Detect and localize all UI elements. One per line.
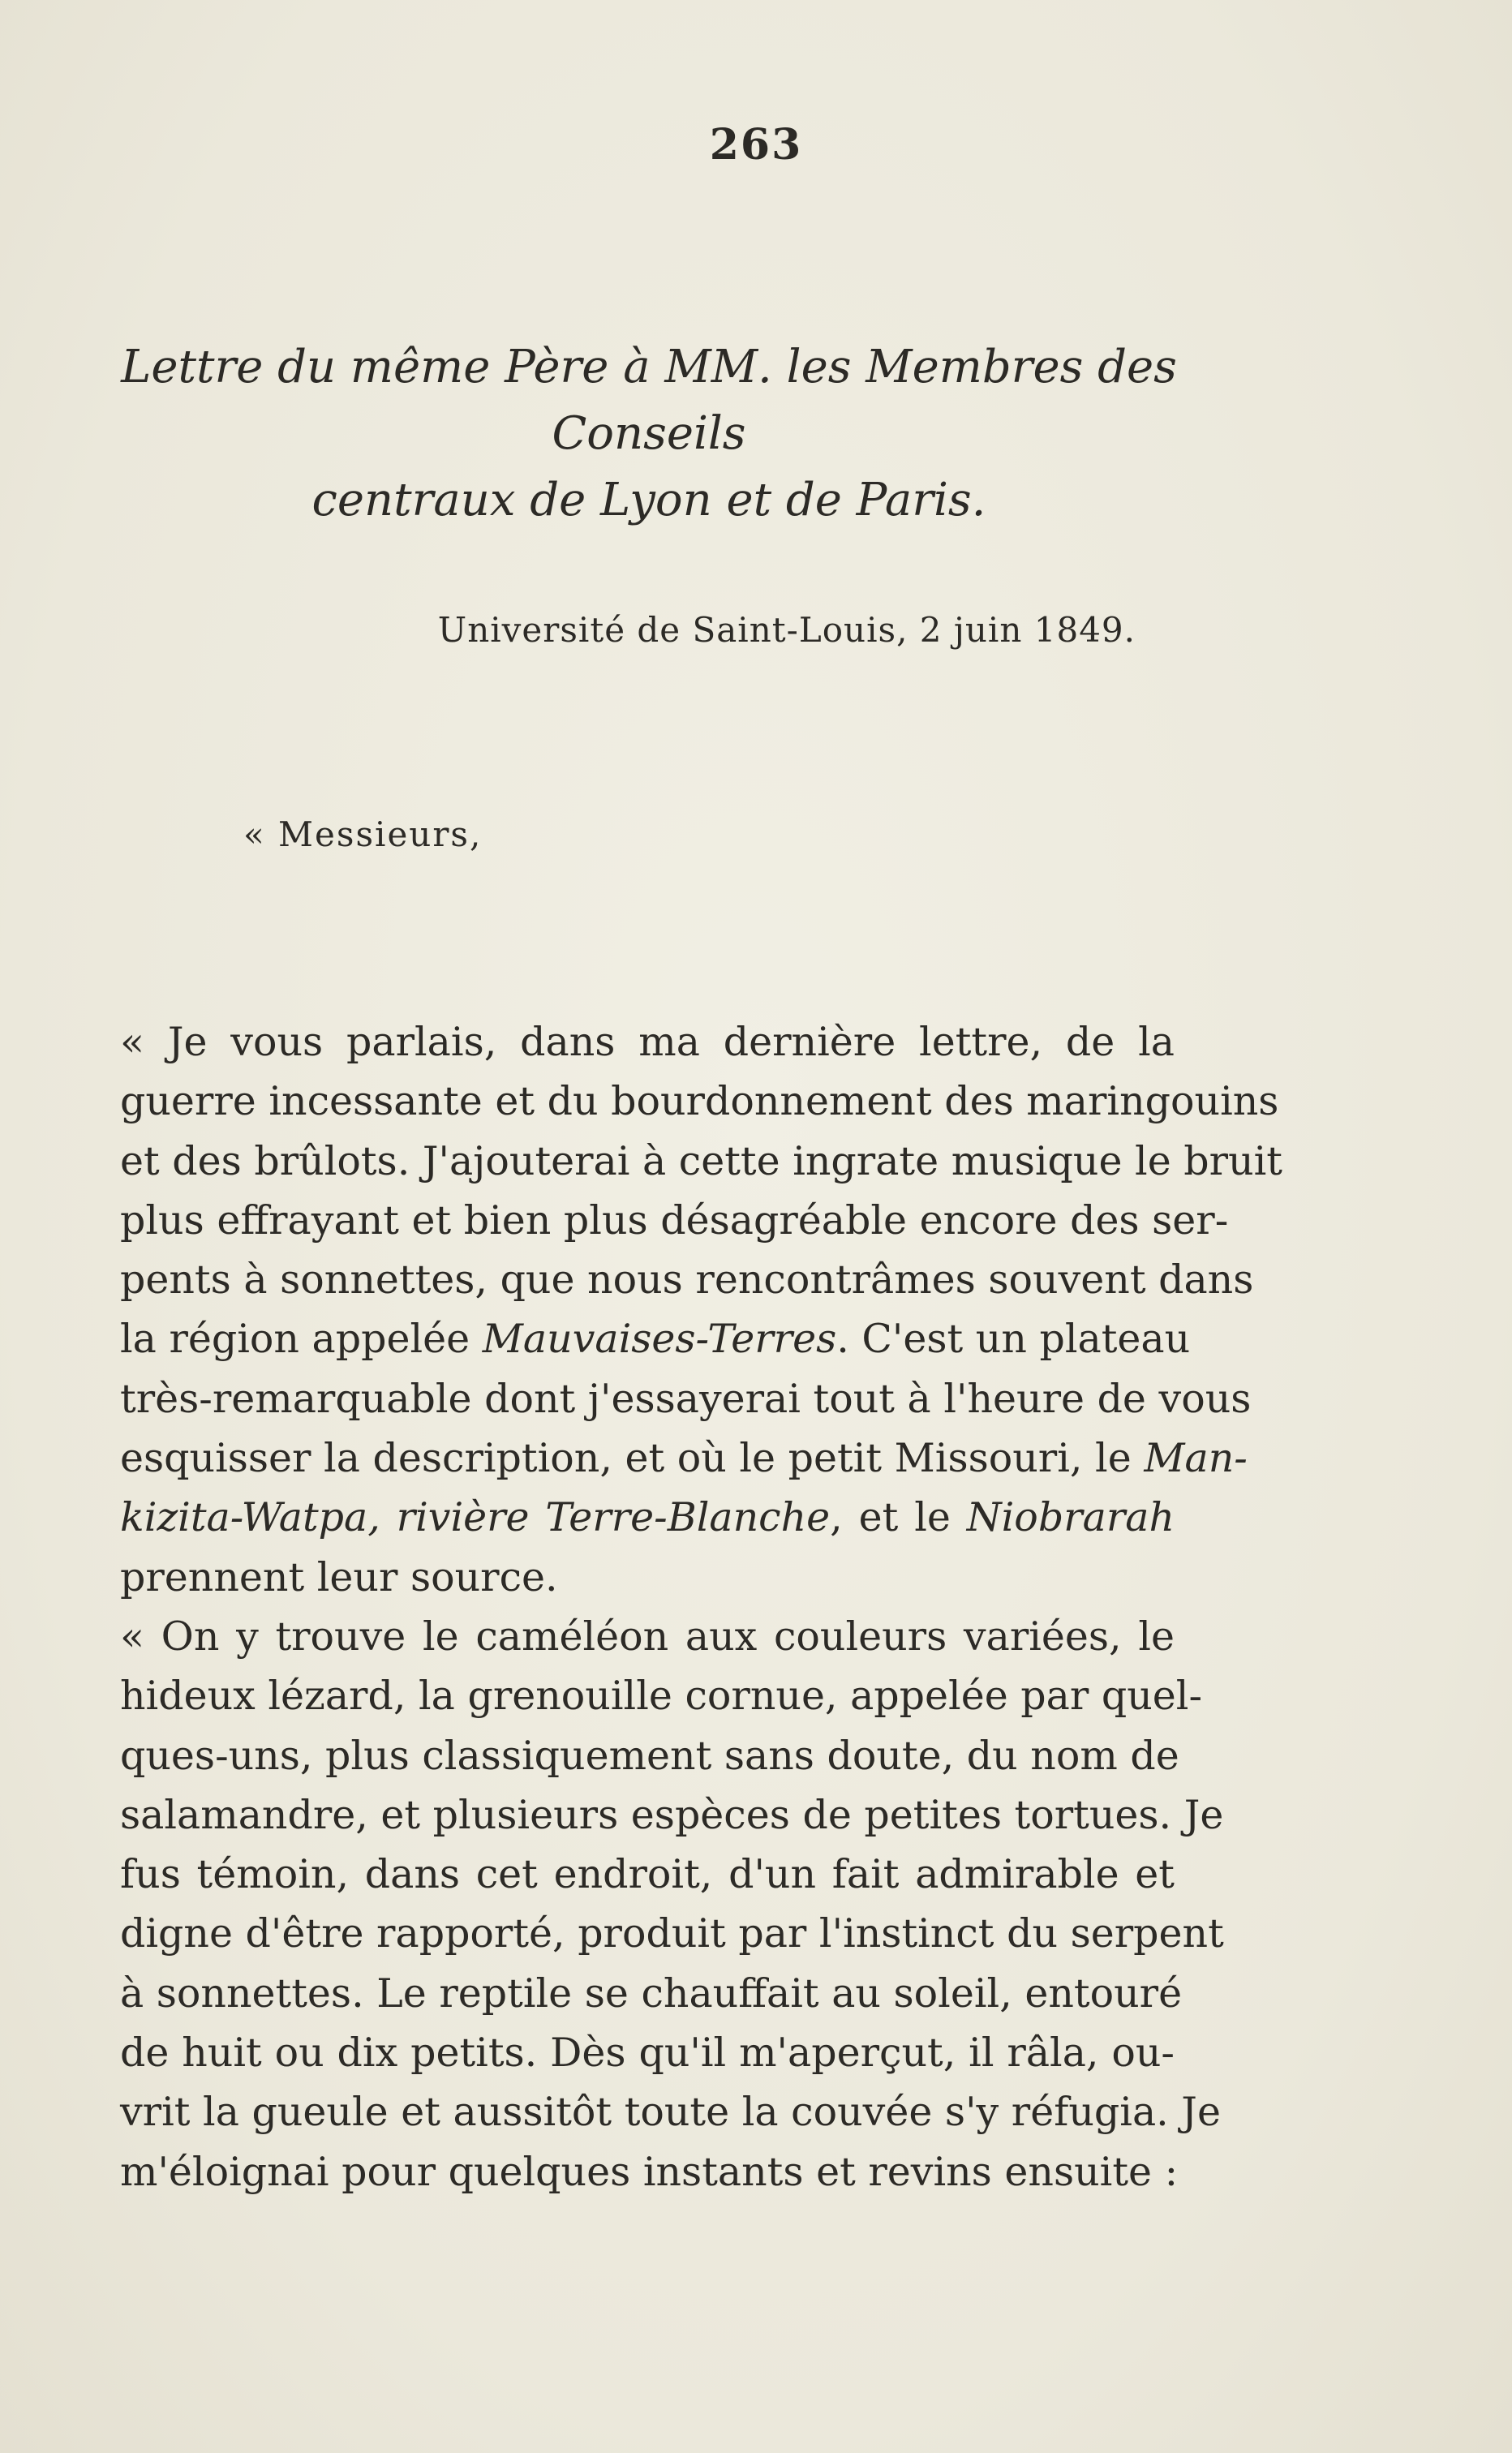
italic-place-name: Mauvaises-Terres: [482, 1316, 837, 1363]
letter-body: [120, 1012, 1282, 2202]
page-number: 263: [709, 120, 803, 170]
text-line: à sonnettes. Le reptile se chauffait au soleil, entouré: [120, 1970, 1183, 2017]
salutation: « Messieurs,: [243, 814, 483, 854]
text-line: m'éloignai pour quelques instants et revins ensuite :: [120, 2148, 1179, 2195]
text-line: ques-uns, plus classiquement sans doute, du nom de: [120, 1732, 1179, 1779]
text-line: de huit ou dix petits. Dès qu'il m'aperçut, il râla, ou-: [120, 2030, 1175, 2077]
text-line: salamandre, et plusieurs espèces de petites tortues. Je: [120, 1791, 1224, 1838]
text-run: , et le: [830, 1494, 967, 1541]
text-run: la région appelée: [120, 1316, 483, 1363]
text-line: [120, 1428, 1248, 1488]
dateline: Université de Saint-Louis, 2 juin 1849.: [437, 610, 1136, 650]
text-line: hideux lézard, la grenouille cornue, appelée par quel-: [120, 1673, 1203, 1720]
text-line: fus témoin, dans cet endroit, d'un fait admirable et: [120, 1851, 1175, 1898]
text-line: digne d'être rapporté, produit par l'instinct du serpent: [120, 1910, 1224, 1957]
title-line: centraux de Lyon et de Paris.: [311, 474, 986, 526]
text-line: très-remarquable dont j'essayerai tout à l'heure de vous: [120, 1375, 1252, 1422]
text-line: [120, 1488, 1175, 1547]
text-line: pents à sonnettes, que nous rencontrâmes souvent dans: [120, 1257, 1254, 1304]
italic-place-name: Man-: [1144, 1435, 1248, 1482]
italic-place-name: Niobrarah: [966, 1494, 1175, 1541]
text-line: et des brûlots. J'ajouterai à cette ingrate musique le bruit: [120, 1137, 1282, 1184]
text-line: plus effrayant et bien plus désagréable encore des ser-: [120, 1196, 1229, 1244]
paragraph-1: [120, 1012, 1282, 1607]
text-line: [120, 1309, 1191, 1368]
paragraph-2: [120, 1607, 1224, 2202]
text-line: « On y trouve le caméléon aux couleurs variées, le: [120, 1613, 1175, 1660]
title-line: Lettre du même Père à MM. les Membres des Conseils: [121, 341, 1177, 460]
text-line: vrit la gueule et aussitôt toute la couvée s'y réfugia. Je: [120, 2089, 1221, 2136]
text-line: prennent leur source.: [120, 1553, 558, 1600]
text-run: . C'est un plateau: [836, 1316, 1191, 1363]
text-line: « Je vous parlais, dans ma dernière lettre, de la: [120, 1019, 1175, 1065]
italic-place-name: kizita-Watpa, rivière Terre-Blanche: [120, 1494, 831, 1541]
text-line: guerre incessante et du bourdonnement des maringouins: [120, 1078, 1279, 1125]
letter-title: [114, 334, 1184, 534]
text-run: esquisser la description, et où le petit Missouri, le: [120, 1435, 1145, 1482]
